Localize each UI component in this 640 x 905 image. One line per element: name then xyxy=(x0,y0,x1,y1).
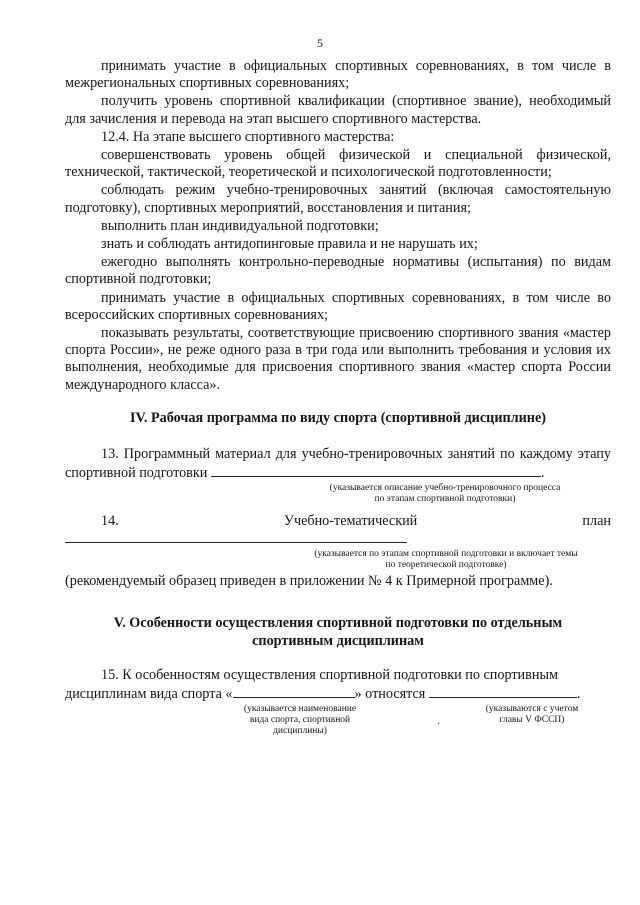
item-14-label: 14. Учебно-тематический план xyxy=(101,512,611,529)
item-15-note-left-line: вида спорта, спортивной xyxy=(249,714,351,725)
item-13-note-line: по этапам спортивной подготовки) xyxy=(374,493,516,504)
section-5-title-line: спортивным дисциплинам xyxy=(252,632,424,649)
paragraph: ежегодно выполнять контрольно-переводные нормативы (испытания) по видам спортивной подготовки; xyxy=(65,254,611,288)
item-15-note-left-line: дисциплины) xyxy=(273,725,327,736)
paragraph: совершенствовать уровень общей физической и специальной физической, технической, тактической, теоретической и психологической подготовленности; xyxy=(65,147,611,181)
item-13-note xyxy=(65,483,611,513)
item-15-note-right-line: (указываются с учетом xyxy=(485,703,579,714)
stray-dot: · xyxy=(437,718,441,730)
paragraph: 12.4. На этапе высшего спортивного мастерства: xyxy=(101,128,395,145)
item-15-start: дисциплинам вида спорта « xyxy=(65,685,233,702)
features-blank xyxy=(429,685,577,698)
item-14-recommendation: (рекомендуемый образец приведен в приложении № 4 к Примерной программе). xyxy=(65,573,553,590)
sport-name-blank xyxy=(233,685,355,698)
paragraph: знать и соблюдать антидопинговые правила и не нарушать их; xyxy=(101,236,478,253)
item-14-note-line: по теоретической подготовке) xyxy=(385,560,507,571)
section-5-title-line: V. Особенности осуществления спортивной подготовки по отдельным xyxy=(113,615,563,632)
section-4-title: IV. Рабочая программа по виду спорта (спортивной дисциплине) xyxy=(129,409,546,426)
item-15-text: 15. К особенностям осуществления спортивной подготовки по спортивным xyxy=(101,667,558,684)
item-13-blank xyxy=(211,464,541,477)
item-13-note-line: (указывается описание учебно-тренировочного процесса xyxy=(329,482,561,493)
item-14-blank xyxy=(65,530,407,543)
item-14-note xyxy=(65,549,611,573)
paragraph: принимать участие в официальных спортивных соревнованиях, в том числе в межрегиональных спортивных соревнованиях; xyxy=(65,58,611,92)
section-5-title xyxy=(65,615,611,650)
item-15-line xyxy=(65,685,611,702)
item-13-end: . xyxy=(540,464,545,481)
item-13-label: 13. Программный материал для учебно-тренировочных занятий по каждому этапу спортивной подготовки xyxy=(65,446,611,481)
item-13-text xyxy=(65,446,611,481)
document-body xyxy=(65,58,611,746)
item-15-note-right-line: главы V ФССП) xyxy=(499,714,565,725)
page-number: 5 xyxy=(317,36,323,50)
paragraph: получить уровень спортивной квалификации (спортивное звание), необходимый для зачисления и перевода на этап высшего спортивного мастерства. xyxy=(65,93,611,127)
item-15-mid: » относятся xyxy=(354,685,426,702)
paragraph: показывать результаты, соответствующие присвоению спортивного звания «мастер спорта России», не реже одного раза в три года или выполнить требования и условия их выполнения, необходимые для присвоения спортивного звания «мастер спорта России международного класса». xyxy=(65,325,611,393)
paragraph: выполнить план индивидуальной подготовки; xyxy=(101,217,379,234)
item-14-text xyxy=(65,513,611,548)
item-15-notes xyxy=(65,702,611,746)
paragraph: соблюдать режим учебно-тренировочных занятий (включая самостоятельную подготовку), спортивных мероприятий, восстановления и питания; xyxy=(65,182,611,216)
item-15-note-left-line: (указывается наименование xyxy=(243,703,357,714)
paragraph: принимать участие в официальных спортивных соревнованиях, в том числе во всероссийских спортивных соревнованиях; xyxy=(65,289,611,323)
item-14-note-line: (указывается по этапам спортивной подготовки и включает темы xyxy=(314,549,578,560)
item-15-end: . xyxy=(576,685,581,702)
